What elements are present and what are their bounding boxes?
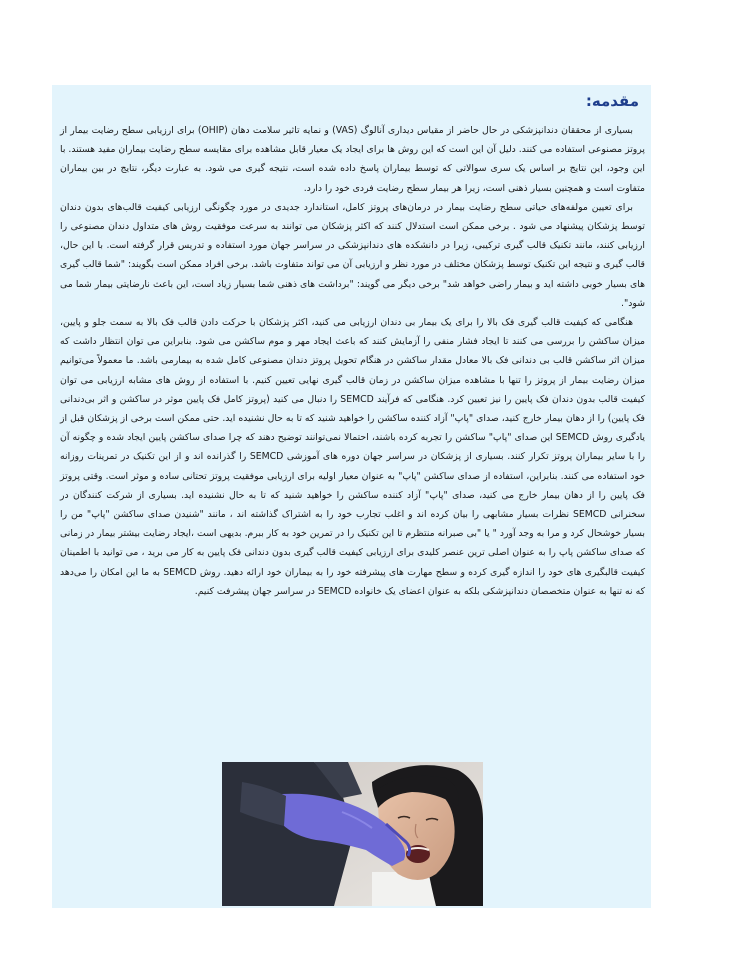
dental-exam-photo bbox=[222, 762, 483, 906]
section-heading: مقدمه: bbox=[585, 92, 639, 110]
paragraph-3: هنگامی که کیفیت قالب گیری فک بالا را برای یک بیمار بی دندان ارزیابی می کنید، اکثر پزشکان با حرکت دادن قالب فک بالا به سمت جلو و پایین، میزان ساکشن را بررسی می کنند تا ایجاد فشار منفی را آزمایش کنند که باعث ایجاد مهر و موم ساکشن می شود. بنابراین می توان انتظار داشت که میزان اثر ساکشن قالب بی دندانی فک بالا معادل مقدار ساکشن در هنگام تحویل پروتز دندان مصنوعی کامل شده به بیمارمی باشد. ما معمولاً می‌توانیم میزان رضایت بیمار از پروتز را تنها با مشاهده میزان ساکشن در زمان قالب گیری نهایی تعیین کنیم. با استفاده از روش های مشابه ارزیابی می توان کیفیت قالب بدون دندان فک پایین را نیز تعیین کرد. هنگامی که فرآیند SEMCD را دنبال می کنید (پروتز کامل فک پایین موثر در ساکشن و اثر بی‌دندانی فک پایین) را از دهان بیمار خارج کنید، صدای "پاپ" آزاد کننده ساکشن را خواهید شنید که تا به حال نشنیده اید. حتی ممکن است برخی از پزشکان قبل از یادگیری روش SEMCD این صدای "پاپ" ساکشن را تجربه کرده باشند، احتمالا نمی‌توانند توضیح دهند که چرا صدای ساکشن پایین ایجاد شده و چگونه آن را با سایر بیماران پروتز تکرار کنند. بسیاری از پزشکان در سراسر جهان دوره های آموزشی SEMCD را گذرانده اند و از این تکنیک در تمرینات روزانه خود استفاده می کنند. بنابراین، استفاده از صدای ساکشن "پاپ" به عنوان معیار اولیه برای ارزیابی موفقیت پروتز تحتانی ساده و موثر است. وقتی پروتز فک پایین را از دهان بیمار خارج می کنید، صدای "پاپ" آزاد کننده ساکشن را خواهید شنید که تا به حال نشنیده اید. بسیاری از شرکت کنندگان در سخنرانی SEMCD نظرات بسیار مشابهی را بیان کرده اند و اغلب تجارب خود را به اشتراک گذاشته اند ، مانند "شنیدن صدای ساکشن "پاپ" من را بسیار خوشحال کرد و مرا به وجد آورد " یا "بی صبرانه منتظرم تا این تکنیک را در تمرین خود به کار ببرم. بدیهی است ،ایجاد رضایت بیشتر بیمار در زمانی که صدای ساکشن پاپ را به عنوان اصلی ترین عنصر کلیدی برای ارزیابی کیفیت قالب گیری بدون دندانی فک پایین به کار می برید ، می توانید با اطمینان کیفیت قالبگیری های خود را اندازه گیری کرده و سطح مهارت های پیشرفته خود را به بیماران خود ارائه دهید. روش SEMCD به ما این امکان را می‌دهد که نه تنها به عنوان متخصصان دندانپزشکی بلکه به عنوان اعضای یک خانواده SEMCD در سراسر جهان پیشرفت کنیم. bbox=[60, 317, 646, 597]
article-panel bbox=[52, 85, 651, 908]
paragraph-1: بسیاری از محققان دندانپزشکی در حال حاضر از مقیاس دیداری آنالوگ (VAS) و نمایه تاثیر سلامت دهان (OHIP) برای ارزیابی سطح رضایت بیمار از پروتز مصنوعی استفاده می کنند. دلیل آن این است که این روش ها برای ایجاد یک معیار قابل مشاهده برای مقایسه سطح رضایت بیماران مفید هستند. با این وجود، این نتایج بر اساس یک سری سوالاتی که توسط بیماران پاسخ داده شده است، نتیجه گیری می شود. به عبارت دیگر، نتایج در بین بیماران متفاوت است و همچنین بسیار ذهنی است، زیرا هر بیمار سطح رضایت فردی خود را دارد. bbox=[60, 125, 645, 194]
article-body bbox=[60, 121, 645, 601]
paragraph-2: برای تعیین مولفه‌های حیاتی سطح رضایت بیمار در درمان‌های پروتز کامل، استاندارد جدیدی در مورد چگونگی ارزیابی کیفیت قالب‌های بدون دندان توسط پزشکان پیشنهاد می شود . برخی ممکن است استدلال کنند که اکثر پزشکان می توانند به سرعت موفقیت روش های متداول دندان مصنوعی را ارزیابی کنند، مانند تکنیک قالب گیری ترکیبی، زیرا در دانشکده های دندانپزشکی در سراسر جهان مورد استفاده و تدریس قرار گرفته است. با این حال، قالب گیری و نتیجه این تکنیک توسط پزشکان مختلف در مورد نظر و ارزیابی آن می تواند متفاوت باشد. برخی افراد ممکن است بگویند: "شما قالب گیری های بسیار خوبی داشته اید و بیمار راضی خواهد شد" برخی دیگر می گویند: "برداشت های ذهنی شما بسیار زیاد است، این باعث نارضایتی بیمار شما می شود". bbox=[60, 201, 645, 309]
